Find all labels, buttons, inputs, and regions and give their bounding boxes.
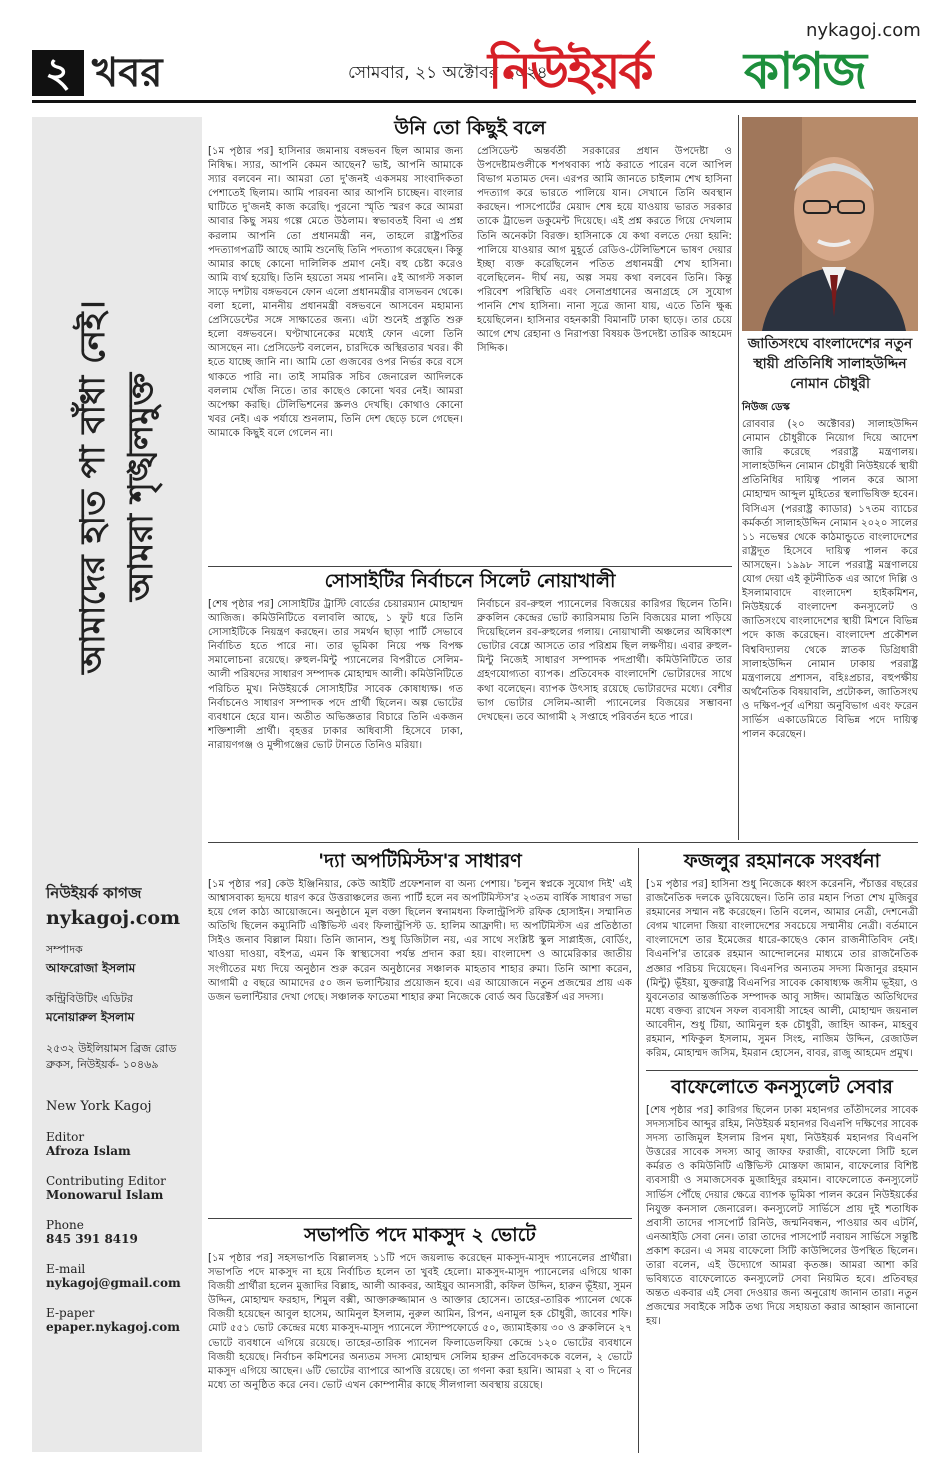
contrib-label-en: Contributing Editor xyxy=(46,1174,166,1188)
epaper-label: E-paper xyxy=(46,1306,95,1320)
epaper-link[interactable]: epaper.nykagoj.com xyxy=(46,1320,180,1334)
section-title: খবর xyxy=(92,49,163,96)
article-body-col-2: নির্বাচনে রব-রুহুল প্যানেলের বিজয়ের কারিগর ছিলেন তিনি। ব্রুকলিন কেন্দ্রের ভোট ক্যারিসমায় তিনি বিজয়ের মালা পড়িয়ে দিয়েছিলেন রব-রুহুলের গলায়। নোয়াখালী অঞ্চলের অধিকাংশ ভোটার বেশ্লে আসতে তার পরিশ্রম ছিল লক্ষণীয়। এবার রুহুল-মিন্টু নিজেই সাধারণ সম্পাদক পদপ্রার্থী। কমিউনিটিতে তার গ্রহণযোগ্যতা ব্যাপক। প্রতিবেদক বাংলাদেশি ভোটারদের সাথে কথা বলেছেন। ব্যাপক উৎসাহ রয়েছে ভোটারদের মধ্যে। বেশীর ভাগ ভোটার সেলিম-আলী প্যানেলের বিজয়ের সম্ভাবনা দেখছেন। তবে আগামী ২ সপ্তাহে পরিবর্তন হতে পারে। xyxy=(477,599,732,723)
editor-label-en: Editor xyxy=(46,1130,85,1144)
article-headline: উনি তো কিছুই বলে xyxy=(394,117,546,139)
slogan xyxy=(69,300,165,674)
logo-url[interactable]: nykagoj.com xyxy=(806,20,921,41)
article-body: [১ম পৃষ্ঠার পর] কেউ ইঞ্জিনিয়ার, কেউ আইটি প্রফেশনাল বা অন্য পেশায়। 'চলুন স্বপ্নকে সুযোগ দিই' এই আশ্বাসবাক্য হৃদয়ে ধারণ করে উত্তরাঞ্চলের জন্য পার্টি হলে নব অপটিমিস্টস'র ২৩তম বার্ষিক সাধারণ সভা হয়ে গেল কাঠ্য আয়োজনে। অনুষ্ঠানে মূল বক্তা ছিলেন স্বনামধন্য ফিলান্ট্রপিস্ট রফিক হোসাইন। সম্মানিত অতিথি ছিলেন কম্যুনিটি এক্টিভিস্ট এবং ফিলান্ট্রপিস্ট ড. হালিম আফ্রাদী। দ্য অপটিমিস্টস এর প্রতিষ্ঠাতা সিইও জনাব বিল্লাল মিয়া। তিনি জানান, শুধু ডিজিটাল নয়, এর সাথে সংশ্লিষ্ট স্কুল সাপ্লাইজ, বোর্ডিং, খাওয়া দাওয়া, বইপত্র, এমন কি স্বাস্থ্যসেবা পর্যন্ত প্রদান করা হয়। বাংলাদেশ ও আমেরিকার জাতীয় সংগীতের মধ্য দিয়ে অনুষ্ঠান শুরু করেন অনুষ্ঠানের সঞ্চালক মাহতাব শাহার রুমা। তিনি আশা করেন, আগামী ৫ বছরে আমাদের ৫০ জন ভলান্টিয়ার প্রয়োজন হবে। এর আয়োজনে নতুন প্রজন্মের প্রায় এক ডজন ভলান্টিয়ার দেখা গেছে। সঞ্চালক ফাতেমা শাহার রুমা নিজেকে বোর্ড অব ডিরেক্টর্স এর সদস্য। xyxy=(208,879,632,1003)
address xyxy=(46,1041,196,1073)
slogan-line-1: আমাদের হাত পা বাঁধা নেই। xyxy=(73,300,113,674)
imprint-brand-en: New York Kagoj xyxy=(46,1099,152,1114)
article-divider xyxy=(208,566,732,567)
article-headline: সোসাইটির নির্বাচনে সিলেট নোয়াখালী xyxy=(324,570,616,592)
phone-number[interactable]: 845 391 8419 xyxy=(46,1232,138,1246)
article-headline: বাফেলোতে কনস্যুলেট সেবার xyxy=(671,1076,893,1098)
imprint-brand-bn: নিউইয়র্ক কাগজ xyxy=(46,884,142,902)
issue-date: সোমবার, ২১ অক্টোবর ২০২৪ xyxy=(348,63,548,83)
portrait-illustration xyxy=(742,117,918,331)
editor-name-en: Afroza Islam xyxy=(46,1144,131,1158)
logo-kagoj: কাগজ xyxy=(744,42,865,100)
contrib-label-bn: কন্ট্রিবিউটিং এডিটর xyxy=(46,992,133,1005)
page-number: ২ xyxy=(32,50,84,96)
article-body: [১ম পৃষ্ঠার পর] সহসভাপতি বিল্লালসহ ১১টি পদে জয়লাভ করেছেন মাকসুদ-মাসুদ প্যানেলের প্রার্থীরা। সভাপতি পদে মাকসুদ না হয়ে নির্বাচিত হলেন তা খুবই হেলো। মাকসুদ-মাসুদ প্যানেলের এগিয়ে থাকা বিজয়ী প্রার্থীরা হলেন মুজাদির বিল্লাহ, আলী আকবর, আইয়ুব আনসারী, কফিল উদ্দিন, হারুন ভূঁইয়া, সুমন উদ্দিন, মোহাম্মদ ফরহাদ, শিমুল বক্সী, আক্তারুজ্জামান ও আক্তার হোসেন। তাহের-তারিক প্যানেল থেকে বিজয়ী হয়েছেন আবুল হাসেম, আমিনুল ইসলাম, নুরুল আমিন, রিপন, এনামুল হক চৌধুরী, জাবের শফি। মোট ৫৫১ ভোট কেন্দ্রের মধ্যে মাকসুদ-মাসুদ প্যানেলে স্ট্যাম্পফোর্ডে ৫০, জ্যামাইকায় ৩০ ও ব্রুকলিনে ২৭ ভোটে ব্যবধানে এগিয়ে রয়েছে। তাহের-তারিক প্যানেল ফিলাডেলফিয়া কেন্দ্রে ১২০ ভোটের ব্যবধানে বিজয়ী হয়েছে। নির্বাচন কমিশনের অন্যতম সদস্য মোহাম্মদ সেলিম হারুন প্রতিবেদককে বলেন, ২ ভোটে মাকসুদ এগিয়ে আছেন। ৬টি ভোটের ব্যাপারে আপত্তি রয়েছে। তা গণনা করা হয়নি। আমরা ২ বা ৩ দিনের মধ্যে তা অনুষ্ঠিত করে নেব। ভোট এখন কোম্পানীর কাছে সীলগালা অবস্থায় রয়েছে। xyxy=(208,1253,632,1391)
article-body: [১ম পৃষ্ঠার পর] হাসিনা শুধু নিজেকে ধ্বংস করেননি, পঁচাত্তর বছরের রাজনৈতিক দলকে ডুবিয়েছেন। তিনি তার মহান পিতা শেখ মুজিবুর রহমানের সম্মান নষ্ট করেছেন। তিনি বলেন, আমার নেত্রী, দেশনেত্রী বেগম খালেদা জিয়া বাংলাদেশের সবচেয়ে সম্মানীয় নেত্রী। বর্তমানে বাংলাদেশে তার ইমেজের ধারে-কাছেও কোন রাজনীতিবিদ নেই। বিএনপি'র তারেক রহমান আন্দোলনের মাধ্যমে তার রাজনৈতিক প্রজ্ঞার পরিচয় দিয়েছেন। বিএনপির অন্যতম সদস্য মিজানুর রহমান (মিন্টু) ভূঁইয়া, যুক্তরাষ্ট্র বিএনপির সাবেক কোষাধ্যক্ষ জসীম ভূইয়া, ও যুবনেতার আন্তর্জাতিক সম্পাদক আবু সাঈদ। আমন্ত্রিত অতিথিদের মধ্যে বক্তব্য রাখেন সফল ব্যবসায়ী সাহেব আলী, মোহাম্মদ জয়নাল আবেদীন, শুধু টিয়া, আমিনুল হক চৌধুরী, জাহিদ আকন, মাহবুব রহমান, শফিকুল ইসলাম, সুমন সিংহ, নাজিম উদ্দিন, রেজাউল করিম, মোহাম্মদ জসিম, ইমরান হোসেন, বাবর, রাজু আহমেদ প্রমুখ। xyxy=(646,879,918,1060)
phone-label: Phone xyxy=(46,1218,84,1232)
editor-name-bn: আফরোজা ইসলাম xyxy=(46,961,136,975)
contrib-name-bn: মনোয়ারুল ইসলাম xyxy=(46,1010,135,1024)
header-rule xyxy=(32,100,916,103)
imprint xyxy=(46,882,196,1334)
photo-caption: জাতিসংঘে বাংলাদেশের নতুন স্থায়ী প্রতিনিধি সালাহউদ্দিন নোমান চৌধুরী xyxy=(747,336,913,392)
article-headline: ফজলুর রহমানকে সংবর্ধনা xyxy=(683,850,881,872)
portrait-photo xyxy=(742,117,918,331)
article-byline: নিউজ ডেস্ক xyxy=(742,402,790,413)
article-body-col-1: [১ম পৃষ্ঠার পর] হাসিনার জমানায় বঙ্গভবন ছিল আমার জন্য নিষিদ্ধ। স্যার, আপনি কেমন আছেন? ভাই, আপনি আমাকে স্যার বলবেন না। আমরা তো দু'জনই একসময় সাংবাদিকতা পেশাতেই ছিলাম। আমি পারবনা আর আপনি চাচ্ছেন। বাংলার ঘাটিতে দু'জনই কাজ করেছি। পুরনো স্মৃতি স্মরণ করে আমরা আবার কিছু সময় গল্পে মেতে উঠলাম। স্বভাবতই বিনা এ প্রশ্ন করলাম আপনি তো প্রধানমন্ত্রী নন, তাহলে রাষ্ট্রপতির পদত্যাগপত্রটি আছে আমি শুনেছি তিনি পদত্যাগ করেছেন। কিন্তু আমার কাছে কোনো দালিলিক প্রমাণ নেই। বহু চেষ্টা করেও আমি ব্যর্থ হয়েছি। তিনি হয়তো সময় পাননি। ৫ই আগস্ট সকাল সাড়ে দশটায় বঙ্গভবনে ফোন এলো প্রধানমন্ত্রীর বাসভবন থেকে। বলা হলো, মাননীয় প্রধানমন্ত্রী বঙ্গভবনে আসবেন মহামান্য প্রেসিডেন্টের সঙ্গে সাক্ষাতের জন্য। এটা শুনেই প্রস্তুতি শুরু হলো বঙ্গভবনে। ঘণ্টাখানেকের মধ্যেই ফোন এলো তিনি আসছেন না। প্রেসিডেন্ট বললেন, চারদিকে অস্থিরতার খবর। কী হতে যাচ্ছে জানি না। আমি তো গুজবের ওপর নির্ভর করে বসে থাকতে পারি না। তাই সামরিক সচিব জেনারেল আদিলকে বললাম খোঁজ নিতে। তার কাছেও কোনো খবর নেই। আমরা অপেক্ষা করছি। টেলিভিশনের স্ক্রলও দেখছি। কোথাও কোনো খবর নেই। এক পর্যায়ে শুনলাম, তিনি দেশ ছেড়ে চলে গেছেন। আমাকে কিছুই বলে গেলেন না। xyxy=(208,146,463,439)
column-divider xyxy=(638,848,639,1453)
article-body-col-2: প্রেসিডেন্ট অন্তর্বর্তী সরকারের প্রধান উপদেষ্টা ও উপদেষ্টামণ্ডলীকে শপথবাক্য পাঠ করাতে পারেন বলে আপিল বিভাগ মতামত দেন। এরপর আমি জানতে চাইলাম শেখ হাসিনা পদত্যাগ করে ভারতে পালিয়ে যান। সেখানে তিনি অবস্থান করছেন। পাসপোর্টের মেয়াদ শেষ হয়ে যাওয়ায় ভারত সরকার তাকে ট্রাভেল ডকুমেন্ট দিয়েছে। এই প্রশ্ন করতে গিয়ে দেখলাম তিনি অনেকটা বিরক্ত। হাসিনাকে যে কথা বলতে দেয়া হয়নি: পালিয়ে যাওয়ার আগ মুহূর্তে রেডিও-টেলিভিশনে ভাষণ দেয়ার ইচ্ছা ব্যক্ত করেছিলেন পতিত প্রধানমন্ত্রী শেখ হাসিনা। বলেছিলেন- দীর্ঘ নয়, অল্প সময় কথা বলবেন তিনি। কিন্তু পরিবেশ পরিস্থিতি এবং সেনাপ্রধানের অনাগ্রহে সে সুযোগ পাননি শেখ হাসিনা। নানা সূত্রে জানা যায়, এতে তিনি ক্ষুব্ধ হয়েছিলেন। হাসিনার বহনকারী বিমানটি ঢাকা ছাড়ে। তার চেয়ে আগে শেখ রেহানা ও নিরাপত্তা বিষয়ক উপদেষ্টা তারিক আহমেদ সিদ্দিক। xyxy=(477,146,732,355)
slogan-line-2: আমরা শৃঙ্খলমুক্ত xyxy=(121,372,161,602)
contrib-name-en: Monowarul Islam xyxy=(46,1188,164,1202)
logo-newyork: নিউইয়র্ক xyxy=(488,42,652,100)
article-buffalo-consulate xyxy=(646,1074,918,1454)
column-divider xyxy=(738,115,739,840)
address-line-1: ২৫৩২ উইলিয়ামস ব্রিজ রোড xyxy=(46,1042,177,1055)
article-headline: সভাপতি পদে মাকসুদ ২ ভোটে xyxy=(304,1224,536,1246)
article-divider xyxy=(208,1218,632,1219)
article-divider xyxy=(646,1070,918,1071)
article-optimists xyxy=(208,848,632,1208)
article-uni-to xyxy=(208,115,732,565)
article-body: [শেষ পৃষ্ঠার পর] কারিগর ছিলেন ঢাকা মহানগর তাঁতীদলের সাবেক সদস্যসচিব আব্দুর রহিম, নিউইয়র্ক মহানগর বিএনপি দক্ষিণের সাবেক সদস্য তাজিমুল ইসলাম রিপন মৃধা, নিউইয়র্ক মহানগর বিএনপি উত্তরের সাবেক সদস্য আবু জাফর ফরাজী, বাফেলো সিটি হলে কর্মরত ও কমিউনিটি এক্টিভিস্ট মোস্তফা জামান, বাফেলোর বিশিষ্ট ব্যবসায়ী ও সমাজসেবক মুজাহিদুর রহমান। বাফেলোতে কনস্যুলেট সার্ভিস পৌঁছে দেয়ার ক্ষেত্রে ব্যাপক ভূমিকা পালন করেন নিউইয়র্কের নিযুক্ত কনসাল জেনারেল। কনস্যুলেট সার্ভিসে প্রায় দুই শতাধিক প্রবাসী তাদের পাসপোর্ট রিনিউ, জন্মনিবন্ধন, পাওয়ার অব এটর্নি, এনআইডি সেবা নেন। তারা তাদের পাসপোর্ট নবায়ন সার্ভিসে সন্তুষ্টি প্রকাশ করেন। এ সময় বাফেলো সিটি কাউন্সিলের উপস্থিত ছিলেন। তারা বলেন, এই উদ্যোগে আমরা কৃতজ্ঞ। আমরা আশা করি ভবিষ্যতে বাফেলোতে কনস্যুলেট সেবা নিয়মিত হবে। প্রতিবছর অন্তত একবার এই সেবা দেওয়ার জন্য অনুরোধ জানান তারা। নতুন প্রজন্মের সবাইকে সঠিক তথ্য দিয়ে সহায়তা করার আহ্বান জানানো হয়। xyxy=(646,1105,918,1328)
imprint-website[interactable]: nykagoj.com xyxy=(46,907,181,929)
email-address[interactable]: nykagoj@gmail.com xyxy=(46,1276,181,1290)
article-divider xyxy=(208,842,918,843)
article-headline: 'দ্যা অপটিমিস্টস'র সাধারণ xyxy=(318,850,522,872)
article-fazlur-reception xyxy=(646,848,918,1062)
sidebar xyxy=(32,117,202,1452)
masthead xyxy=(0,0,945,108)
article-body-col-1: [শেষ পৃষ্ঠার পর] সোসাইটির ট্রাস্টি বোর্ডের চেয়ারম্যান মোহাম্মদ আজিজ। কমিউনিটিতে বলাবলি আছে, ১ ফুট ধরে তিনি সোসাইটিকে নিয়ন্ত্রণ করছেন। তার সমর্থন ছাড়া পার্টি সেভাবে নির্বাচিত হতে পারে না। তার ভূমিকা নিয়ে পক্ষ বিপক্ষ সমালোচনা রয়েছে। রুহুল-মিন্টু প্যানেলের বিপরীতে সেলিম-আলী পরিষদের সাধারণ সম্পাদক মোহাম্মদ আলী। কমিউনিটিতে পরিচিত মুখ। নিউইয়র্কে সোসাইটির সাবেক কোষাধ্যক্ষ। গত নির্বাচনেও সাধারণ সম্পাদক পদে প্রার্থী ছিলেন। অল্প ভোটের ব্যবধানে হেরে যান। অতীত অভিজ্ঞতার বিচারে তিনি একজন শক্তিশালী প্রার্থী। বৃহত্তর ঢাকার অধিবাসী হিসেবে ঢাকা, নারায়ণগঞ্জ ও মুন্সীগঞ্জের ভোট টানতে তিনিও মরিয়া। xyxy=(208,599,463,751)
article-body: রোববার (২০ অক্টোবর) সালাহউদ্দিন নোমান চৌধুরীকে নিয়োগ দিয়ে আদেশ জারি করেছে পররাষ্ট্র মন্ত্রণালয়। সালাহউদ্দিন নোমান চৌধুরী নিউইয়র্কে স্থায়ী প্রতিনিধির দায়িত্ব পালন করে আসা মোহাম্মদ আব্দুল মুহিতের স্থলাভিষিক্ত হবেন। বিসিএস (পররাষ্ট্র ক্যাডার) ১৭তম ব্যাচের কর্মকর্তা সালাহউদ্দিন নোমান ২০২০ সালের ১১ নভেম্বর থেকে কাঠমান্ডুতে বাংলাদেশের রাষ্ট্রদূত হিসেবে দায়িত্ব পালন করে আসছেন। ১৯৯৮ সালে পররাষ্ট্র মন্ত্রণালয়ে যোগ দেয়া এই কূটনীতিক এর আগে দিল্লি ও ইসলামাবাদে বাংলাদেশ হাইকমিশন, নিউইয়র্কে বাংলাদেশ কনস্যুলেট ও জাতিসংঘে বাংলাদেশের স্থায়ী মিশনে বিভিন্ন পদে কাজ করেছেন। বাংলাদেশ প্রকৌশল বিশ্ববিদ্যালয় থেকে স্নাতক ডিগ্রিধারী সালাহউদ্দিন নোমান ঢাকায় পররাষ্ট্র মন্ত্রণালয়ে প্রশাসন, বহিঃপ্রচার, বহুপক্ষীয় অর্থনৈতিক বিষয়াবলি, প্রটোকল, জাতিসংঘ ও দক্ষিণ-পূর্ব এশিয়া অনুবিভাগ এবং ফরেন সার্ভিস একাডেমিতে বিভিন্ন পদে দায়িত্ব পালন করেছেন। xyxy=(742,419,918,741)
email-label: E-mail xyxy=(46,1262,86,1276)
address-line-2: ব্রুকস, নিউইয়র্ক- ১০৪৬৯ xyxy=(46,1058,159,1071)
article-un-representative xyxy=(742,418,918,834)
editor-label-bn: সম্পাদক xyxy=(46,943,83,956)
slogan-box xyxy=(32,117,202,857)
article-society-election xyxy=(208,568,732,838)
article-president-maksud xyxy=(208,1222,632,1454)
